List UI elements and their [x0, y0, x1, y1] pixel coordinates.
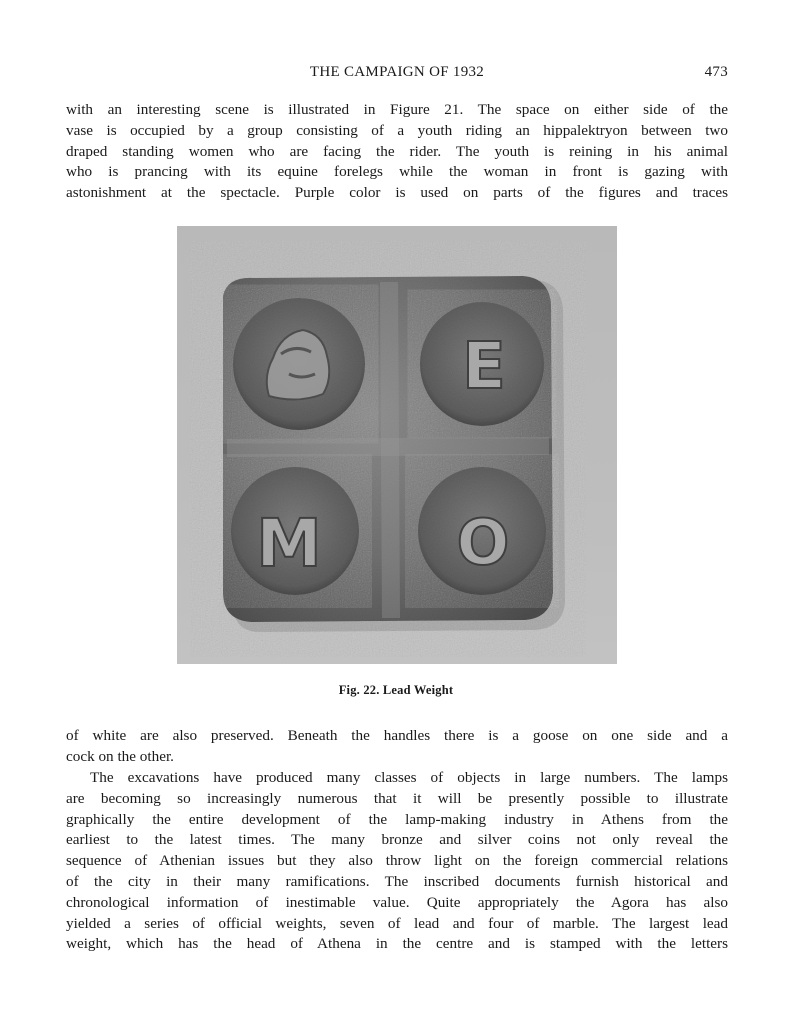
text-line: draped standing women who are facing the rider. The youth is reining in his animal	[66, 142, 728, 160]
page-number: 473	[704, 64, 728, 80]
text-line: weight, which has the head of Athena in the centre and is stamped with the letters	[66, 935, 728, 953]
running-title: THE CAMPAIGN OF 1932	[309, 64, 485, 80]
text-line: who is prancing with its equine forelegs while the woman in front is gazing with	[66, 163, 728, 181]
text-line: of the city in their many ramifications. The inscribed documents furnish historical and	[66, 872, 728, 890]
text-line: with an interesting scene is illustrated in Figure 21. The space on either side of the	[66, 101, 728, 118]
paragraph-3	[66, 768, 728, 955]
text-line: of white are also preserved. Beneath the handles there is a goose on one side and a	[66, 727, 728, 744]
text-line: astonishment at the spectacle. Purple color is used on parts of the figures and traces	[66, 184, 728, 202]
text-line: sequence of Athenian issues but they also throw light on the foreign commercial relations	[66, 852, 728, 870]
text-line: chronological information of inestimable value. Quite appropriately the Agora has also	[66, 893, 728, 911]
text-line: graphically the entire development of the lamp-making industry in Athens from the	[66, 810, 728, 828]
running-head	[66, 64, 728, 86]
lead-weight-illustration	[177, 226, 617, 664]
text-line: vase is occupied by a group consisting of a youth riding an hippalektryon between two	[66, 121, 728, 139]
text-line: yielded a series of official weights, seven of lead and four of marble. The largest lead	[66, 914, 728, 932]
stamp-letter-o: O	[456, 506, 510, 579]
text-line: earliest to the latest times. The many bronze and silver coins not only reveal the	[66, 831, 728, 849]
figure-lead-weight-photo	[177, 226, 617, 664]
paragraph-1	[66, 100, 728, 204]
stamp-letter-m: M	[256, 505, 322, 582]
text-line: cock on the other.	[66, 747, 174, 765]
paragraph-2	[66, 726, 728, 768]
stamp-letter-e: E	[462, 330, 506, 404]
figure-caption: Fig. 22. Lead Weight	[338, 683, 454, 697]
text-line: are becoming so increasingly numerous that it will be presently possible to illustrate	[66, 789, 728, 807]
text-line: The excavations have produced many classes of objects in large numbers. The lamps	[90, 769, 728, 786]
